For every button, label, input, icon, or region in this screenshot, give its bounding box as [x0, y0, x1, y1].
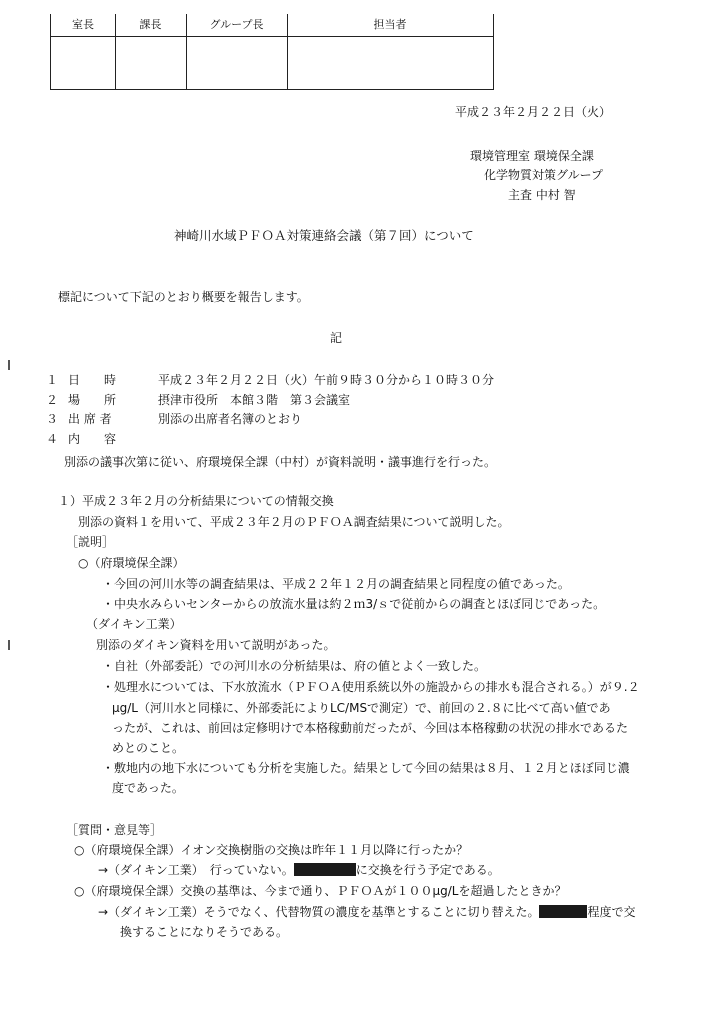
bullet-5-line1: ・敷地内の地下水についても分析を実施した。結果として今回の結果は８月、１２月とほぼ同じ濃 [102, 761, 630, 775]
label-explain: ［説明］ [66, 535, 115, 549]
answer-2-line1 [98, 904, 635, 920]
item-1-num: １ [46, 373, 59, 387]
item-3-label: 出 席 者 [68, 412, 112, 426]
bullet-4-line4: めとのこと。 [112, 741, 185, 755]
qa-label: ［質問・意見等］ [66, 823, 163, 837]
stamp-header-tantosha: 担当者 [373, 18, 407, 31]
redaction-block [539, 905, 587, 918]
section1-intro: 別添の資料１を用いて、平成２３年２月のＰＦＯＡ調査結果について説明した。 [78, 515, 510, 529]
speaker-daikin: （ダイキン工業） [86, 617, 182, 631]
redaction-block [294, 863, 356, 876]
content-intro: 別添の議事次第に従い、府環境保全課（中村）が資料説明・議事進行を行った。 [64, 455, 497, 469]
item-1-value: 平成２３年２月２２日（火）午前９時３０分から１０時３０分 [158, 373, 495, 387]
daikin-intro: 別添のダイキン資料を用いて説明があった。 [96, 638, 336, 652]
question-2: ○（府環境保全課）交換の基準は、今まで通り、ＰＦＯＡが１００μg/Lを超過したときか？ [74, 884, 567, 898]
item-4-num: ４ [46, 432, 59, 446]
item-3-value: 別添の出席者名簿のとおり [158, 412, 303, 426]
question-1: ○（府環境保全課）イオン交換樹脂の交換は昨年１１月以降に行ったか？ [74, 843, 469, 857]
bullet-4-line1: ・処理水については、下水放流水（ＰＦＯＡ使用系統以外の施設からの排水も混合される。）が９.２ [102, 680, 640, 694]
stamp-header-kacho: 課長 [139, 18, 162, 31]
item-2-num: ２ [46, 393, 59, 407]
bullet-3: ・自社（外部委託）での河川水の分析結果は、府の値とよく一致した。 [102, 659, 487, 673]
group-name: 化学物質対策グループ [484, 168, 604, 182]
section1-title: １）平成２３年２月の分析結果についての情報交換 [58, 494, 334, 508]
item-2-label: 場 所 [68, 393, 117, 407]
bullet-5-line2: 度であった。 [112, 781, 184, 795]
intro-text: 標記について下記のとおり概要を報告します。 [58, 290, 309, 304]
answer-2-pre: →（ダイキン工業）そうでなく、代替物質の濃度を基準とすることに切り替えた。 [98, 905, 540, 919]
item-2-value: 摂津市役所 本館３階 第３会議室 [158, 393, 351, 407]
item-1-label: 日 時 [68, 373, 117, 387]
answer-1-pre: →（ダイキン工業） 行っていない。 [98, 863, 294, 877]
answer-2-post: 程度で交 [587, 905, 636, 919]
stamp-header-group-cho: グループ長 [209, 18, 264, 31]
bullet-4-line2: μg/L（河川水と同様に、外部委託によりLC/MSで測定）で、前回の２.８に比べて高い値であ [112, 701, 611, 715]
item-3-num: ３ [46, 412, 59, 426]
answer-2-line2: 換することになりそうである。 [120, 925, 289, 939]
stamp-header-shitsucho: 室長 [72, 18, 94, 31]
answer-1 [98, 862, 500, 878]
bullet-4-line3: ったが、これは、前回は定修明けで本格稼動前だったが、今回は本格稼動の状況の排水であるた [112, 721, 629, 735]
document-date: 平成２３年２月２２日（火） [455, 105, 612, 119]
author-name: 主査 中村 智 [508, 188, 576, 202]
scan-mark [8, 360, 10, 370]
department-name: 環境管理室 環境保全課 [470, 149, 594, 163]
bullet-1: ・今回の河川水等の調査結果は、平成２２年１２月の調査結果と同程度の値であった。 [102, 577, 570, 591]
bullet-2: ・中央水みらいセンターからの放流水量は約２ｍ3/ｓで従前からの調査とほぼ同じであった。 [102, 597, 606, 611]
answer-1-post: に交換を行う予定である。 [355, 863, 500, 877]
speaker-prefecture: ○（府環境保全課） [78, 556, 185, 570]
scan-mark [8, 640, 10, 650]
item-4-label: 内 容 [68, 432, 117, 446]
ki-heading: 記 [330, 331, 343, 345]
document-title: 神崎川水域ＰＦＯＡ対策連絡会議（第７回）について [174, 228, 474, 243]
approval-stamp-table [50, 14, 494, 90]
